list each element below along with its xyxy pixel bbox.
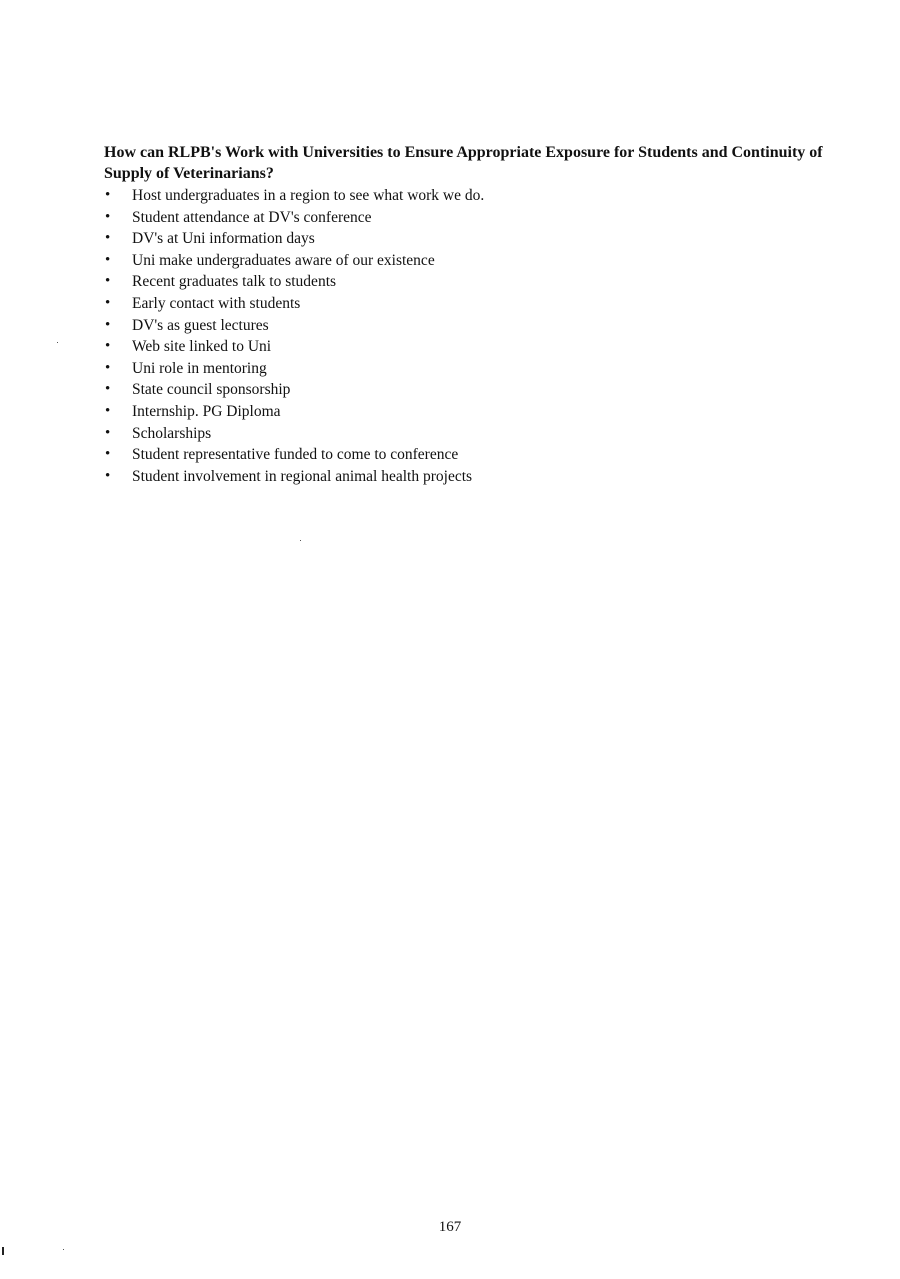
list-item-text: Host undergraduates in a region to see what work we do. — [132, 187, 485, 204]
list-item — [104, 228, 824, 250]
scan-speck — [63, 1249, 64, 1250]
list-item-text: DV's as guest lectures — [132, 316, 269, 334]
list-item-text: DV's at Uni information days — [132, 230, 315, 248]
bullet-icon: • — [105, 338, 111, 355]
bullet-list — [104, 185, 824, 487]
page-number: 167 — [438, 1219, 462, 1235]
bullet-icon: • — [105, 294, 111, 311]
bullet-icon: • — [105, 230, 111, 247]
list-item-text: Student involvement in regional animal health projects — [132, 467, 473, 485]
list-item-text: Early contact with students — [132, 294, 301, 312]
list-item — [104, 315, 824, 337]
list-item — [104, 423, 824, 445]
list-item — [104, 207, 824, 229]
document-content — [104, 142, 824, 487]
bullet-icon: • — [105, 446, 111, 463]
list-item-text: Student representative funded to come to conference — [132, 446, 459, 464]
bullet-icon: • — [105, 316, 111, 333]
scan-speck — [57, 342, 58, 343]
list-item-text: Uni make undergraduates aware of our existence — [132, 251, 435, 269]
list-item-text: Recent graduates talk to students — [132, 273, 337, 291]
bullet-icon: • — [105, 381, 111, 398]
scan-speck — [2, 1247, 4, 1255]
list-item-text: Student attendance at DV's conference — [132, 208, 372, 226]
bullet-icon: • — [105, 424, 111, 441]
bullet-icon: • — [105, 251, 111, 268]
list-item — [104, 379, 824, 401]
list-item-text: Uni role in mentoring — [132, 359, 267, 377]
list-item — [104, 358, 824, 380]
list-item — [104, 185, 824, 207]
list-item — [104, 466, 824, 488]
list-item — [104, 401, 824, 423]
list-item — [104, 293, 824, 315]
scan-speck — [300, 540, 301, 541]
list-item — [104, 271, 824, 293]
bullet-icon: • — [105, 359, 111, 376]
section-heading: How can RLPB's Work with Universities to Ensure Appropriate Exposure for Students and Continuity of Supply of Veterinarians? — [104, 144, 823, 182]
list-item-text: State council sponsorship — [132, 381, 291, 399]
bullet-icon: • — [105, 467, 111, 484]
bullet-icon: • — [105, 187, 111, 203]
bullet-icon: • — [105, 208, 111, 225]
list-item — [104, 336, 824, 358]
bullet-icon: • — [105, 273, 111, 290]
list-item-text: Scholarships — [132, 424, 212, 442]
list-item — [104, 444, 824, 466]
bullet-icon: • — [105, 402, 111, 419]
list-item-text: Web site linked to Uni — [132, 338, 272, 356]
list-item — [104, 250, 824, 272]
list-item-text: Internship. PG Diploma — [132, 402, 281, 420]
